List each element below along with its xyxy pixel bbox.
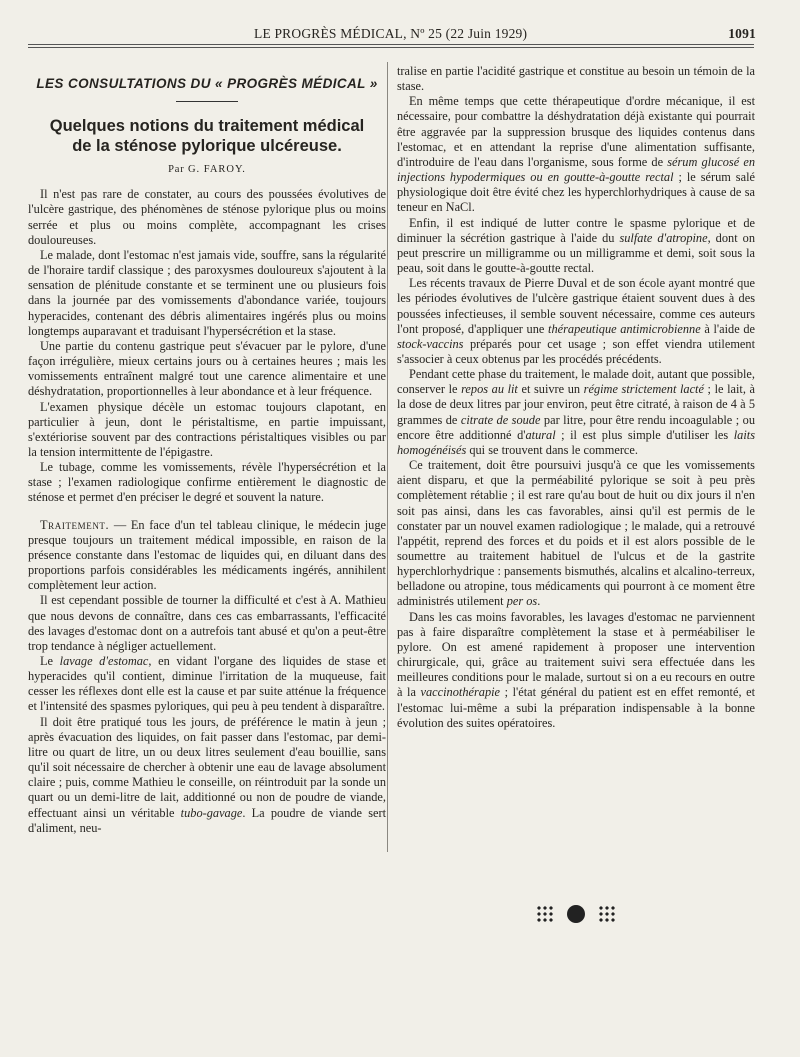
byline <box>28 162 386 177</box>
paragraph-traitement <box>28 518 386 594</box>
text-run: préparés pour cet usage ; son effet viendra utilement s'associer à ceux obtenus par les procédés précédents. <box>397 336 755 366</box>
journal-title: LE PROGRÈS MÉDICAL, Nº 25 (22 Juin 1929) <box>254 26 528 41</box>
text-run: qui se trouvent dans le commerce. <box>466 442 638 457</box>
text-run: et suivre un <box>517 382 584 397</box>
filled-circle-icon <box>567 905 585 923</box>
emphasis: stock-vaccins <box>397 336 464 351</box>
paragraph <box>397 216 755 277</box>
text-run: , dont on peut prescrire un milligramme ou un milligramme et demi, soit sous la peau, soit dans le goutte-à-goutte rectal. <box>397 230 755 276</box>
text-run: , en vidant l'organe des liquides de stase et hyperacides qu'il contient, diminue l'irritation de la muqueuse, fait cesser les réflexes dont elle est la cause et par suite atténue la fréquence et l'intensité des spasmes pyloriques, qui peu à peu tendent à disparaître. <box>28 654 387 714</box>
text-run: . La poudre de viande sert d'aliment, neu- <box>28 805 387 835</box>
author-name: G. FAROY. <box>187 164 246 176</box>
paragraph <box>28 654 386 715</box>
dotted-grid-icon <box>598 905 616 923</box>
emphasis: thérapeutique antimicrobienne <box>548 321 701 336</box>
title-line-2: de la sténose pylorique ulcéreuse. <box>72 137 342 156</box>
text-run: ; le sérum salé physiologique doit être évité chez les hyperchlorhydriques à cause de sa teneur en NaCl. <box>397 170 755 215</box>
text-run: Il doit être pratiqué tous les jours, de préférence le matin à jeun ; après évacuation des liquides, on fait passer dans l'estomac, par demi-litre ou quart de litre, un ou deux litres seulement d'eau bouillie, sans qu'il soit nécessaire de chercher à obtenir une eau de lavage absolument claire ; puis, comme Mathieu le conseille, on réintroduit par la sonde un quart ou un demi-litre de lait, additionné ou non de poudre de viande, effectuant ainsi un véritable <box>28 714 386 820</box>
text-run: Le <box>40 654 60 668</box>
paragraph <box>397 94 755 215</box>
page-number: 1091 <box>728 26 756 41</box>
emphasis: citrate de soude <box>460 412 541 427</box>
text-run: Ce traitement, doit être poursuivi jusqu'à ce que les vomissements aient disparu, et que la perméabilité pylorique se soit à peu près complètement rétablie ; il est rare qu'au bout de huit ou dix jours il n'en soit pas ainsi, dans les cas favorables, ainsi qu'il est permis de le constater par un nouvel examen radiologique ; le malade, qui a retrouvé l'appétit, reprend des forces et du poids et il est alors possible de le soumettre au traitement habituel de l'ulcus et de la gastrite hyperchlorhydrique : pansements bismuthés, alcalins et alcalino-terreux, belladone ou atropine, tous médicaments qui pourront à ce moment être administrés utilement <box>397 458 755 609</box>
text-run: Les récents travaux de Pierre Duval et de son école ayant montré que les périodes évolutives de l'ulcère gastrique étaient souvent dues à des poussées infectieuses, il semble souvent nécessaire, comme ces auteurs l'ont proposé, d'appliquer une <box>397 276 755 336</box>
title-line-1: Quelques notions du traitement médical <box>49 117 365 136</box>
emphasis: per os <box>506 594 538 609</box>
paragraph <box>397 367 755 458</box>
header-rule <box>28 44 754 48</box>
text-run: Pendant cette phase du traitement, le malade doit, autant que possible, conserver le <box>397 367 755 397</box>
end-ornament <box>536 901 616 927</box>
text-run: . <box>537 594 541 609</box>
right-column <box>397 64 755 731</box>
paragraph: Le tubage, comme les vomissements, révèle l'hypersécrétion et la stase ; l'examen radiologique confirme entièrement le diagnostic de sténose et permet d'en préciser le degré et souvent la nature. <box>28 460 386 505</box>
paragraph <box>397 610 755 731</box>
paragraph: Il est cependant possible de tourner la difficulté et c'est à A. Mathieu que nous devons de connaître, dans ces cas embarrassants, l'efficacité des lavages d'estomac dont on a autrefois tant abusé et qu'on a peut-être trop tendance à négliger actuellement. <box>28 593 386 653</box>
text-run: par litre, pour être rendu incoagulable ; ou encore être additionné d' <box>397 412 755 442</box>
article-title <box>28 116 386 156</box>
text-run: Enfin, il est indiqué de lutter contre le spasme pylorique et de diminuer la sécrétion gastrique à l'aide du <box>397 215 755 245</box>
paragraph: L'examen physique décèle un estomac toujours clapotant, en particulier à jeun, dont le péristaltisme, en partie impuissant, s'extériorise souvent par des contractions péristaltiques visibles ou par la tension intermittente de l'épigastre. <box>28 399 386 459</box>
dotted-grid-icon <box>536 905 554 923</box>
paragraph <box>397 276 755 367</box>
rubric-rule <box>176 101 238 102</box>
byline-prefix: Par <box>168 164 185 176</box>
emphasis: laits homogénéisés <box>397 427 755 457</box>
paragraph: Il n'est pas rare de constater, au cours des poussées évolutives de l'ulcère gastrique, des phénomènes de sténose pylorique plus ou moins serrée et plus ou moins complète, accompagnant les crises douloureuses. <box>28 187 386 247</box>
section-rubric: LES CONSULTATIONS DU « PROGRÈS MÉDICAL » <box>36 76 378 91</box>
paragraph-text: — En face d'un tel tableau clinique, le médecin juge presque toujours un traitement médical impossible, en raison de la présence constante dans l'estomac de liquides qui, en diluant dans des proportions parfois considérables les médicaments ingérés, annihilent complètement leur action. <box>28 517 386 593</box>
column-divider <box>387 62 388 852</box>
emphasis: atural <box>525 427 556 442</box>
emphasis: sulfate d'atropine <box>619 230 708 245</box>
left-column <box>28 64 386 836</box>
emphasis: vaccinothérapie <box>420 685 501 700</box>
emphasis: repos au lit <box>461 382 518 397</box>
emphasis: lavage d'estomac <box>59 654 149 668</box>
section-label: Traitement. <box>40 517 110 532</box>
paragraph: Le malade, dont l'estomac n'est jamais vide, souffre, sans la régularité de l'horaire tardif classique ; des paroxysmes douloureux s'ajoutent à la sensation de plénitude constante et se terminent une ou plusieurs fois dans la journée par des vomissements d'abondance variée, toujours hyperacides, contenant des débris alimentaires ingérés plus ou moins longtemps auparavant et traduisant l'hypersécrétion et la stase. <box>28 247 386 338</box>
paragraph: Une partie du contenu gastrique peut s'évacuer par le pylore, d'une façon irrégulière, mieux certains jours ou à certaines heures ; mais les vomissements entraînent malgré tout une carence alimentaire et une déshydratation, proportionnelles à leur abondance et à leur fréquence. <box>28 338 386 399</box>
text-run: Dans les cas moins favorables, les lavages d'estomac ne parviennent pas à faire disparaître complètement la stase et à perméabiliser le pylore. On est amené rapidement à proposer une intervention chirurgicale, qui, grâce au traitement suivi sera effectuée dans les meilleures conditions pour le malade, surtout si on a eu recours en outre à la <box>397 609 755 700</box>
text-run: à l'aide de <box>700 321 755 336</box>
paragraph <box>397 458 755 610</box>
emphasis: tubo-gavage <box>180 805 243 820</box>
text-run: ; le lait, à la dose de deux litres par jour environ, peut être citraté, à raison de 4 à 5 grammes de <box>397 382 756 427</box>
text-run: ; l'état général du patient est en effet remonté, et l'estomac lui-même a subi la préparation indispensable à la bonne évolution des suites opératoires. <box>397 685 755 730</box>
emphasis: régime strictement lacté <box>583 382 704 397</box>
emphasis: sérum glucosé en injections hypodermiques ou en goutte-à-goutte rectal <box>397 154 755 185</box>
running-header <box>28 26 756 46</box>
paragraph-continuation: tralise en partie l'acidité gastrique et constitue au besoin un témoin de la stase. <box>397 64 755 94</box>
text-run: En même temps que cette thérapeutique d'ordre mécanique, il est nécessaire, pour combattre la déshydratation déjà existante qui pourrait être aggravée par la suppression brusque des liquides contenus dans l'estomac, et en attendant la reprise d'une alimentation suffisante, d'introduire de l'eau dans l'organisme, sous forme de <box>397 94 755 169</box>
text-run: ; il est plus simple d'utiliser les <box>555 427 734 442</box>
paragraph <box>28 715 386 836</box>
